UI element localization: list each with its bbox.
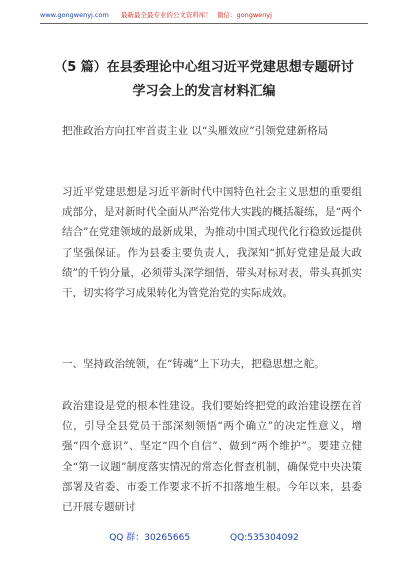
body-paragraph-2: 政治建设是党的根本性建设。我们要始终把党的政治建设摆在首位，引导全县党员干部深刻领悟“两个确立”的决定性意义，增强“四个意识”、坚定“四个自信”、做到“两个维护”。要建立健全“第一议题”制度落实情况的常态化督查机制，确保党中央决策部署及省委、市委工作要求不折不扣落地生根。今年以来，县委已开展专题研讨 bbox=[62, 400, 362, 514]
title-line-2: 学习会上的发言材料汇编 bbox=[132, 84, 276, 99]
footer-qq-group: QQ 群：30265665 bbox=[109, 533, 191, 543]
body-paragraph-1: 习近平党建思想是习近平新时代中国特色社会主义思想的重要组成部分，是对新时代全面从严治党伟大实践的概括凝练，是“两个结合”在党建领域的最新成果，为推动中国式现代化行稳致远提供了坚强保证。作为县委主要负责人，我深知“抓好党建是最大政绩”的千钧分量，必须带头深学细悟，带头对标对表，带头真抓实干，切实将学习成果转化为管党治党的实际成效。 bbox=[62, 186, 362, 300]
section-heading-1: 一、坚持政治统领，在“铸魂”上下功夫，把稳思想之舵。 bbox=[62, 358, 325, 370]
title-line-1: （5 篇）在县委理论中心组习近平党建思想专题研讨 bbox=[54, 60, 354, 75]
document-title bbox=[40, 56, 368, 104]
footer-qq: QQ:535304092 bbox=[230, 533, 299, 543]
header-wechat: 微信：gongwenyj bbox=[216, 11, 272, 19]
section-subtitle: 把准政治方向扛牢首责主业 以“头雁效应”引领党建新格局 bbox=[62, 125, 329, 137]
page-header bbox=[40, 11, 380, 20]
header-url[interactable]: www.gongwenyj.com bbox=[40, 11, 109, 19]
page-footer bbox=[40, 532, 368, 544]
header-divider bbox=[40, 23, 368, 24]
header-slogan: 最新最全最专业的公文资料库！ bbox=[120, 11, 212, 19]
